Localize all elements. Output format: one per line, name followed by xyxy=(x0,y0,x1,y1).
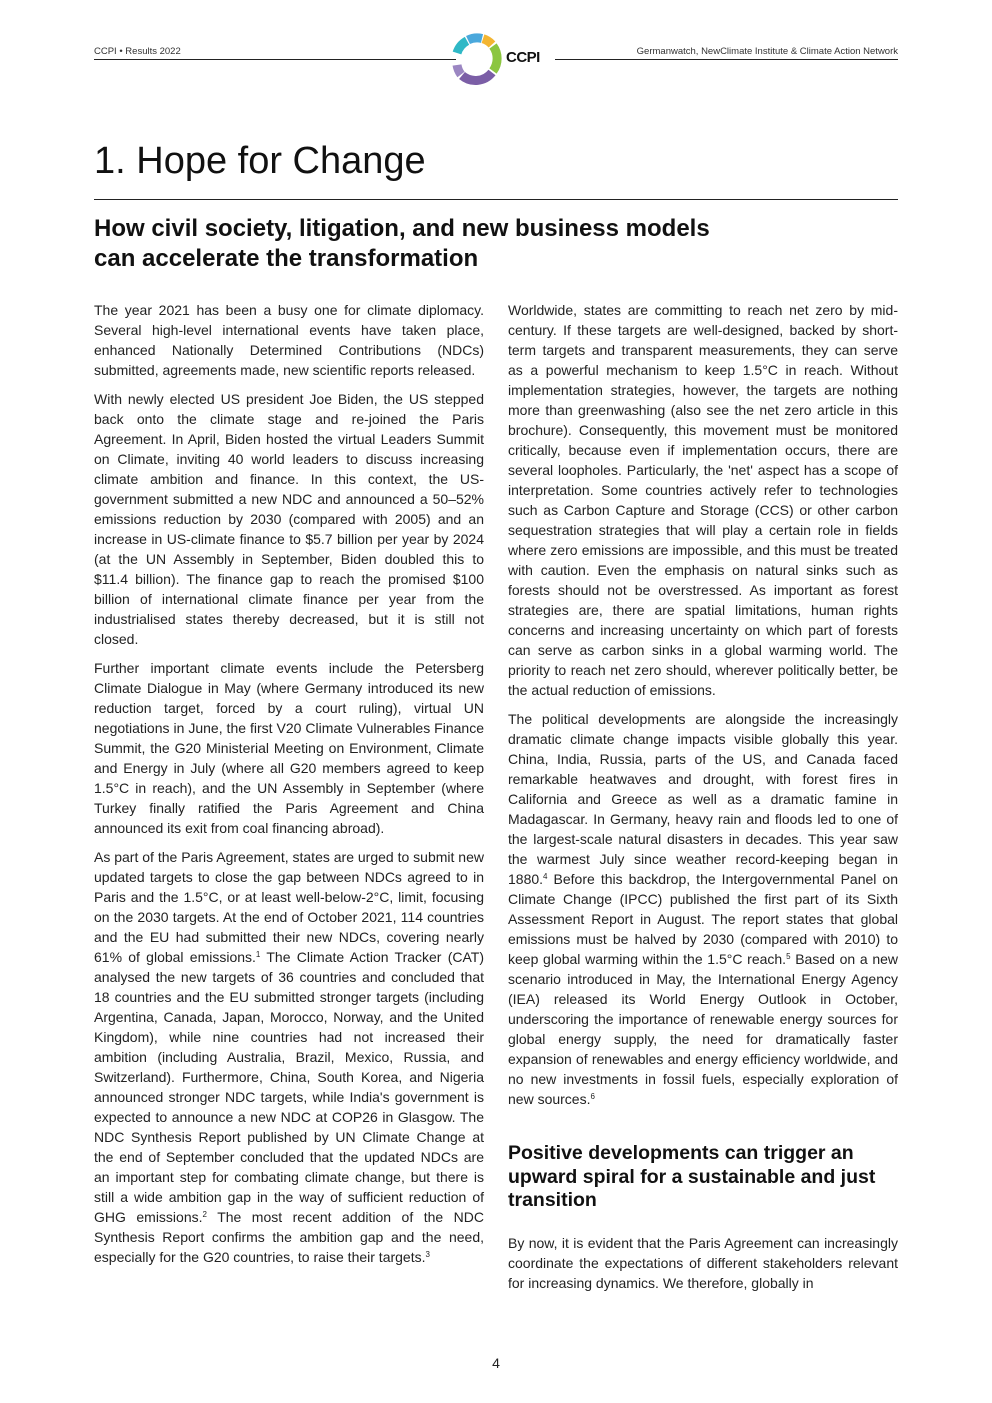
footnote-ref-1[interactable]: 1 xyxy=(255,950,261,959)
footnote-ref-3[interactable]: 3 xyxy=(425,1250,430,1259)
ccpi-logo xyxy=(452,31,552,87)
logo-segment-lavender xyxy=(457,65,461,75)
section-heading: Positive developments can trigger an upward spiral for a sustainable and just transition xyxy=(508,1142,876,1211)
header-rule-left xyxy=(94,59,456,60)
footnote-ref-6[interactable]: 6 xyxy=(590,1092,595,1101)
footnote-ref-5[interactable]: 5 xyxy=(786,952,791,961)
paragraph: Further important climate events include the Petersberg Climate Dialogue in May (where Germany introduced its new reduction target, forced by a court ruling), virtual UN negotiations in June, the first V20 Climate Vulnerables Finance Summit, the G20 Ministerial Meeting on Environment, Climate and Energy in July (where all G20 members agreed to keep 1.5°C in reach), and the UN Assembly in September (where Turkey finally ratified the Paris Agreement and China announced its exit from coal financing abroad). xyxy=(94,660,484,836)
footnote-ref-4[interactable]: 4 xyxy=(543,872,548,881)
right-column xyxy=(508,300,898,1302)
left-column xyxy=(94,300,484,1276)
paragraph-text: The Climate Action Tracker (CAT) analysed the new targets of 36 countries and concluded that 18 countries and the EU submitted stronger targets (including Argentina, Canada, Japan, Morocco, Norway, and the United Kingdom), while nine countries had not increased their ambition (including Australia, Brazil, Mexico, Russia, and Switzerland). Furthermore, China, South Korea, and Nigeria announced stronger NDC targets, while India's government is expected to announce a new NDC at COP26 in Glasgow. The NDC Synthesis Report published by UN Climate Change at the end of September concluded that the updated NDCs are an important step for combating climate change, but there is still a wide ambition gap in the way of sufficient reduction of GHG emissions. xyxy=(94,949,484,1225)
paragraph: With newly elected US president Joe Biden, the US stepped back onto the climate stage and re-joined the Paris Agreement. In April, Biden hosted the virtual Leaders Summit on Climate, inviting 40 world leaders to discuss increasing climate ambition and finance. In this context, the US-government submitted a new NDC and announced a 50–52% emissions reduction by 2030 (compared with 2005) and an increase in US-climate finance to $5.7 billion per year by 2024 (at the UN Assembly in September, Biden doubled this to $11.4 billion). The finance gap to reach the promised $100 billion of international climate finance per year from the industrialised states thereby decreased, but it is still not closed. xyxy=(94,391,484,647)
logo-segment-purple xyxy=(462,73,492,81)
logo-text: CCPI xyxy=(506,49,540,66)
header-report-title: CCPI • Results 2022 xyxy=(94,46,181,57)
chapter-subtitle xyxy=(94,214,814,274)
paragraph: Worldwide, states are committing to reach net zero by mid-century. If these targets are well-designed, backed by short-term targets and transparent measurements, they can serve as a powerful mechanism to keep 1.5°C in reach. Without implementation strategies, however, the targets are nothing more than greenwashing (also see the net zero article in this brochure). Consequently, this movement must be monitored critically, because even if implementation occurs, there are several loopholes. Particularly, the 'net' aspect has a scope of interpretation. Some countries actively refer to technologies such as Carbon Capture and Storage (CCS) or other carbon sequestration strategies that will play a certain role in fields where zero emissions are impossible, and this must be treated with caution. Even the emphasis on natural sinks such as forests should not be overstressed. As important as forest strategies are, there are spatial limitations, human rights concerns and increasing uncertainty on which part of forests can serve as carbon sinks in a global warming world. The priority to reach net zero should, wherever politically better, be the actual reduction of emissions. xyxy=(508,302,898,698)
chapter-title: 1. Hope for Change xyxy=(94,140,426,182)
subtitle-line-2: can accelerate the transformation xyxy=(94,245,479,272)
paragraph: The year 2021 has been a busy one for climate diplomacy. Several high-level international events have taken place, enhanced Nationally Determined Contributions (NDCs) submitted, agreements made, new scientific reports released. xyxy=(94,302,484,378)
logo-segment-yellow xyxy=(483,39,492,45)
paragraph-text: Based on a new scenario introduced in May, the International Energy Agency (IEA) released its World Energy Outlook in October, underscoring the importance of renewable energy sources for global energy supply, the need for dramatically faster expansion of renewables and energy efficiency worldwide, and no new investments in fossil fuels, especially exploration of new sources. xyxy=(508,951,899,1107)
logo-segment-blue xyxy=(468,38,482,40)
header-rule-right xyxy=(555,59,898,60)
paragraph xyxy=(94,847,484,1267)
ccpi-logo-icon xyxy=(452,31,502,87)
paragraph-text: Before this backdrop, the Intergovernmental Panel on Climate Change (IPCC) published the first part of its Sixth Assessment Report in August. The report states that global emissions must be halved by 2030 (compared with 2010) to keep global warming within the 1.5°C reach. xyxy=(508,871,898,967)
page-number: 4 xyxy=(492,1355,500,1371)
paragraph-text: The most recent addition of the NDC Synthesis Report confirms the ambition gap and the need, especially for the G20 countries, to raise their targets. xyxy=(94,1209,484,1265)
logo-segment-cyan xyxy=(457,41,467,53)
subtitle-line-1: How civil society, litigation, and new business models xyxy=(94,215,710,242)
footnote-ref-2[interactable]: 2 xyxy=(202,1210,207,1219)
paragraph-text: As part of the Paris Agreement, states are urged to submit new updated targets to close the gap between NDCs agreed to in Paris and the 1.5°C, or at least well-below-2°C, limit, focusing on the 2030 targets. At the end of October 2021, 114 countries and the EU had submitted their new NDCs, covering nearly 61% of global emissions. xyxy=(94,849,484,965)
paragraph: By now, it is evident that the Paris Agreement can increasingly coordinate the expectations of different stakeholders relevant for increasing dynamics. We therefore, globally in xyxy=(508,1234,898,1291)
header-publishers: Germanwatch, NewClimate Institute & Climate Action Network xyxy=(636,46,898,57)
paragraph-text: The political developments are alongside the increasingly dramatic climate change impacts visible globally this year. China, India, Russia, parts of the US, and Canada faced remarkable heatwaves and drought, with forest fires in California and Greece as well as a dramatic famine in Madagascar. In Germany, heavy rain and floods led to one of the largest-scale natural disasters in decades. This year saw the warmest July since weather record-keeping began in 1880. xyxy=(508,711,898,887)
title-rule xyxy=(94,199,898,200)
paragraph xyxy=(508,709,898,1109)
logo-segment-green xyxy=(493,46,497,71)
